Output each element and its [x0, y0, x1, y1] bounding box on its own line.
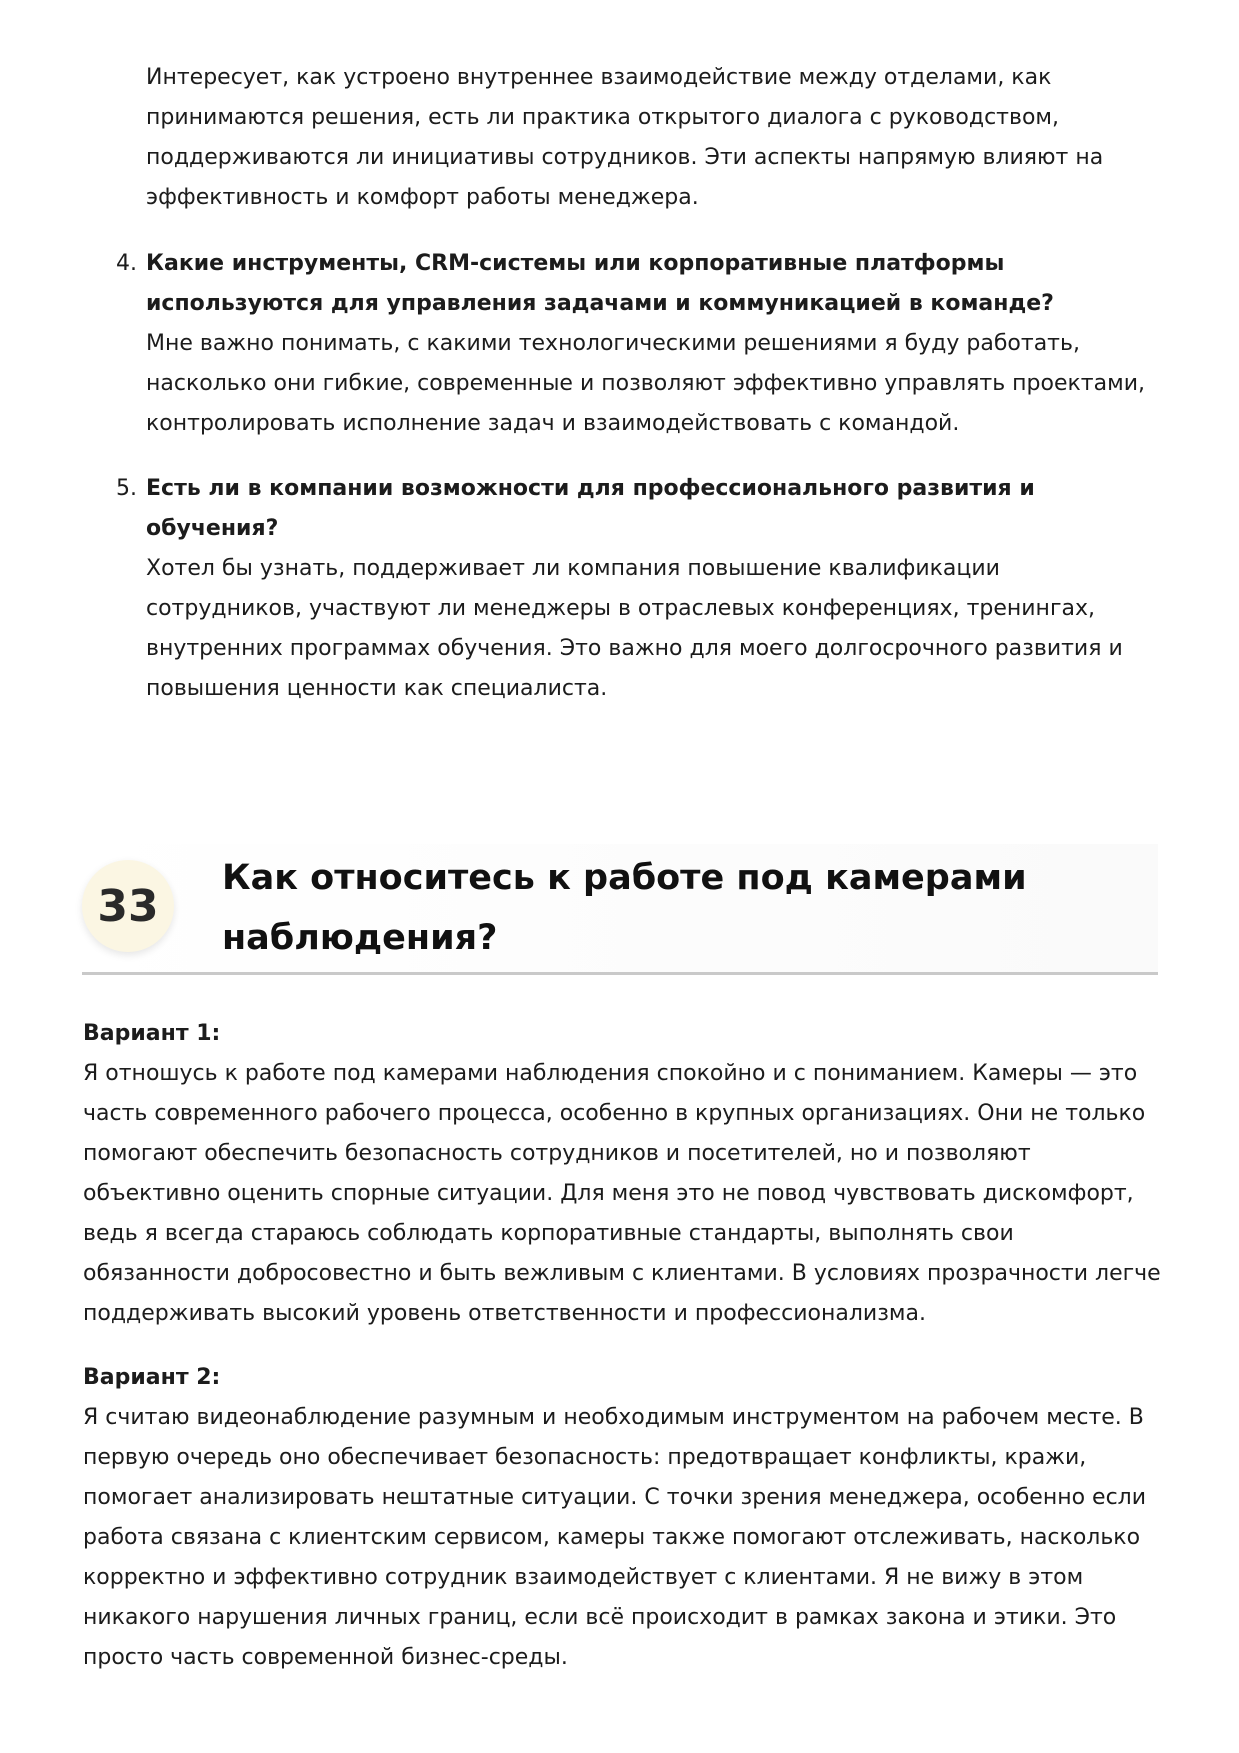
- answer-variant: [83, 1014, 1163, 1334]
- list-item-title: Есть ли в компании возможности для профессионального развития и обучения?: [146, 476, 1035, 541]
- list-item-number: 4.: [116, 251, 137, 276]
- variant-text: Я считаю видеонаблюдение разумным и необходимым инструментом на рабочем месте. В первую очередь оно обеспечивает безопасность: предотвращает конфликты, кражи, помогает анализировать нештатные ситуации. С точки зрения менеджера, особенно если работа связана с клиентским сервисом, камеры также помогают отслеживать, насколько корректно и эффективно сотрудник взаимодействует с клиентами. Я не вижу в этом никакого нарушения личных границ, если всё происходит в рамках закона и этики. Это просто часть современной бизнес-среды.: [83, 1405, 1147, 1670]
- list-item-number: 5.: [116, 476, 137, 501]
- variant-label: Вариант 2:: [83, 1365, 221, 1390]
- question-list: [116, 244, 1156, 734]
- list-item: [116, 469, 1156, 709]
- list-item-title: Какие инструменты, CRM-системы или корпоративные платформы используются для управления задачами и коммуникацией в команде?: [146, 251, 1054, 316]
- section-title: Как относитесь к работе под камерами наблюдения?: [222, 858, 1027, 958]
- section-header: [82, 844, 1158, 975]
- variant-label: Вариант 1:: [83, 1021, 221, 1046]
- intro-paragraph: Интересует, как устроено внутреннее взаимодействие между отделами, как принимаются решения, есть ли практика открытого диалога с руководством, поддерживаются ли инициативы сотрудников. Эти аспекты напрямую влияют на эффективность и комфорт работы менеджера.: [146, 65, 1104, 210]
- section-number-badge: 33: [82, 860, 174, 952]
- answer-variants: [83, 1014, 1163, 1702]
- variant-text: Я отношусь к работе под камерами наблюдения спокойно и с пониманием. Камеры — это часть современного рабочего процесса, особенно в крупных организациях. Они не только помогают обеспечить безопасность сотрудников и посетителей, но и позволяют объективно оценить спорные ситуации. Для меня это не повод чувствовать дискомфорт, ведь я всегда стараюсь соблюдать корпоративные стандарты, выполнять свои обязанности добросовестно и быть вежливым с клиентами. В условиях прозрачности легче поддерживать высокий уровень ответственности и профессионализма.: [83, 1061, 1161, 1326]
- list-item-text: Мне важно понимать, с какими технологическими решениями я буду работать, насколько они гибкие, современные и позволяют эффективно управлять проектами, контролировать исполнение задач и взаимодействовать с командой.: [146, 331, 1145, 436]
- answer-variant: [83, 1358, 1163, 1678]
- list-item: [116, 244, 1156, 444]
- list-item-text: Хотел бы узнать, поддерживает ли компания повышение квалификации сотрудников, участвуют ли менеджеры в отраслевых конференциях, тренингах, внутренних программах обучения. Это важно для моего долгосрочного развития и повышения ценности как специалиста.: [146, 556, 1123, 701]
